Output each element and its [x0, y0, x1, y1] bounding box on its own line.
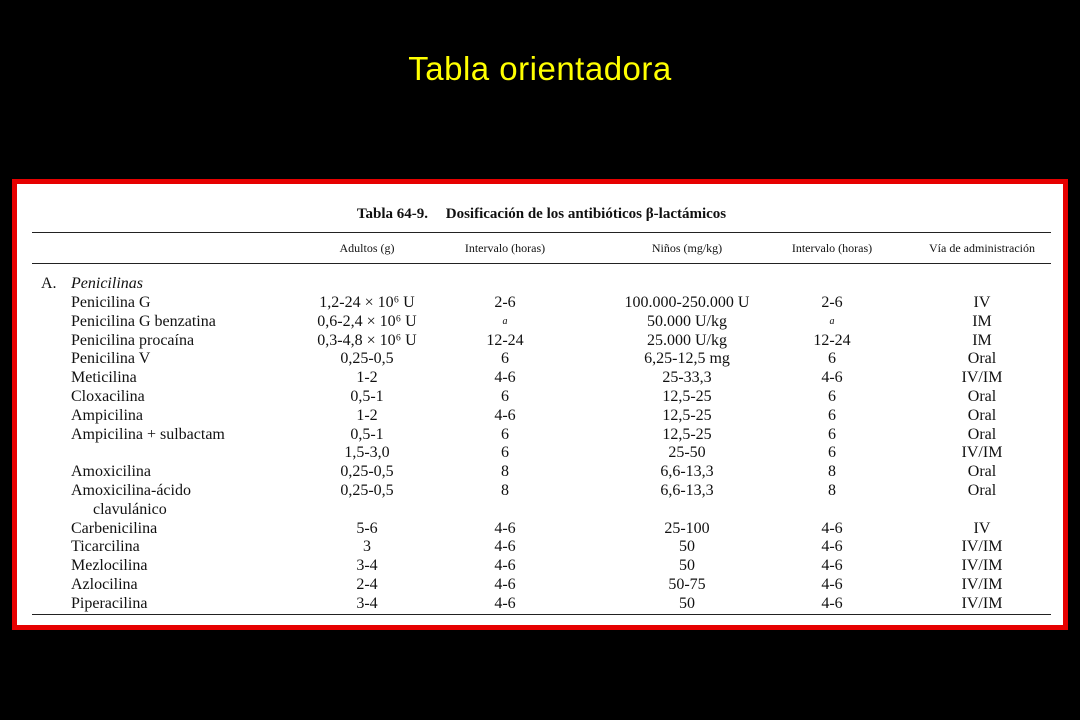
child-dose: 50 — [679, 538, 695, 556]
child-dose: 50.000 U/kg — [647, 312, 727, 330]
adult-interval: 12-24 — [486, 331, 524, 349]
child-interval: 8 — [828, 463, 836, 481]
route: IM — [972, 312, 992, 330]
route: IV — [973, 294, 991, 311]
route: IV/IM — [961, 538, 1003, 556]
adult-interval: 6 — [501, 350, 509, 368]
child-interval: 4-6 — [821, 519, 843, 537]
child-interval: 4-6 — [821, 594, 843, 612]
header-adult: Adultos (g) — [339, 241, 395, 255]
adult-interval: a — [502, 315, 508, 327]
route: Oral — [967, 425, 997, 443]
table-row — [32, 500, 1051, 519]
route: Oral — [967, 388, 997, 405]
route: IV/IM — [961, 594, 1003, 612]
drug-name: Penicilina G benzatina — [71, 312, 216, 330]
drug-name: Azlocilina — [71, 576, 138, 593]
adult-dose: 0,5-1 — [350, 425, 384, 443]
child-dose: 100.000-250.000 U — [624, 294, 750, 311]
drug-name: Ampicilina — [71, 406, 143, 424]
section-name: Penicilinas — [71, 275, 143, 292]
table-row — [32, 575, 1051, 594]
route: IV/IM — [961, 557, 1003, 575]
route: Oral — [967, 482, 997, 499]
child-dose: 25-50 — [668, 444, 706, 462]
table-row — [32, 462, 1051, 481]
table-row — [32, 368, 1051, 387]
adult-dose: 0,5-1 — [350, 388, 384, 405]
child-dose: 6,6-13,3 — [660, 482, 714, 499]
section-row — [32, 274, 1051, 293]
drug-name: Ampicilina + sulbactam — [71, 425, 225, 443]
route: IV/IM — [961, 444, 1003, 462]
table-row — [32, 556, 1051, 575]
header-interval-child: Intervalo (horas) — [791, 241, 873, 255]
header-child: Niños (mg/kg) — [651, 241, 723, 255]
section-letter: A. — [41, 275, 57, 292]
dosage-table-frame — [12, 179, 1068, 630]
child-dose: 50 — [679, 557, 695, 575]
table-row — [32, 443, 1051, 462]
child-interval: 4-6 — [821, 557, 843, 575]
drug-name: Amoxicilina-ácido — [71, 482, 191, 499]
drug-name: Piperacilina — [71, 594, 148, 612]
child-interval: 6 — [828, 350, 836, 368]
table-caption-text: Dosificación de los antibióticos β-lactámicos — [445, 206, 727, 222]
drug-name: Amoxicilina — [71, 463, 151, 481]
drug-name: Penicilina V — [71, 350, 151, 368]
drug-name: clavulánico — [93, 500, 167, 518]
table-row — [32, 537, 1051, 556]
route: Oral — [967, 463, 997, 481]
child-interval: 4-6 — [821, 576, 843, 593]
adult-dose: 5-6 — [356, 519, 378, 537]
adult-dose: 1-2 — [356, 369, 378, 387]
adult-interval: 4-6 — [494, 406, 516, 424]
drug-name: Ticarcilina — [71, 538, 140, 556]
adult-dose: 0,3-4,8 × 10⁶ U — [317, 331, 417, 349]
drug-name: Penicilina G — [71, 294, 151, 311]
drug-name: Carbenicilina — [71, 519, 158, 537]
adult-dose: 0,6-2,4 × 10⁶ U — [317, 312, 417, 330]
child-interval: 6 — [828, 406, 836, 424]
adult-interval: 4-6 — [494, 594, 516, 612]
adult-dose: 3-4 — [356, 594, 378, 612]
child-dose: 25-100 — [664, 519, 710, 537]
adult-dose: 1,5-3,0 — [344, 444, 390, 462]
child-dose: 50-75 — [668, 576, 706, 593]
table-caption-number: Tabla 64-9. — [356, 206, 428, 222]
child-dose: 50 — [679, 594, 695, 612]
child-dose: 25.000 U/kg — [647, 331, 727, 349]
adult-dose: 1-2 — [356, 406, 378, 424]
adult-dose: 0,25-0,5 — [340, 482, 394, 499]
route: IM — [972, 331, 992, 349]
adult-interval: 4-6 — [494, 369, 516, 387]
table-row — [32, 331, 1051, 350]
child-interval: 4-6 — [821, 538, 843, 556]
child-interval: 6 — [828, 425, 836, 443]
adult-interval: 2-6 — [494, 294, 516, 311]
header-route: Vía de administración — [929, 241, 1035, 255]
child-interval: a — [829, 315, 835, 327]
adult-interval: 6 — [501, 388, 509, 405]
adult-interval: 4-6 — [494, 538, 516, 556]
header-rule — [32, 263, 1051, 264]
table-row — [32, 406, 1051, 425]
adult-interval: 8 — [501, 482, 509, 499]
child-dose: 12,5-25 — [662, 425, 712, 443]
child-interval: 6 — [828, 444, 836, 462]
child-dose: 25-33,3 — [662, 369, 712, 387]
top-rule — [32, 232, 1051, 233]
route: IV — [973, 519, 991, 537]
adult-dose: 3 — [363, 538, 371, 556]
drug-name: Cloxacilina — [71, 388, 145, 405]
route: Oral — [967, 406, 997, 424]
adult-interval: 4-6 — [494, 519, 516, 537]
adult-dose: 1,2-24 × 10⁶ U — [319, 294, 415, 311]
table-row — [32, 594, 1051, 613]
table-row — [32, 349, 1051, 368]
child-dose: 6,6-13,3 — [660, 463, 714, 481]
table-caption — [32, 206, 1051, 223]
child-interval: 2-6 — [821, 294, 843, 311]
child-interval: 4-6 — [821, 369, 843, 387]
route: IV/IM — [961, 576, 1003, 593]
adult-interval: 6 — [501, 425, 509, 443]
child-interval: 8 — [828, 482, 836, 499]
adult-interval: 8 — [501, 463, 509, 481]
child-interval: 6 — [828, 388, 836, 405]
drug-name: Penicilina procaína — [71, 331, 195, 349]
drug-name: Meticilina — [71, 369, 137, 387]
table-row — [32, 387, 1051, 406]
drug-name: Mezlocilina — [71, 557, 148, 575]
child-dose: 12,5-25 — [662, 406, 712, 424]
route: IV/IM — [961, 369, 1003, 387]
adult-interval: 6 — [501, 444, 509, 462]
child-dose: 12,5-25 — [662, 388, 712, 405]
table-row — [32, 425, 1051, 444]
table-row — [32, 312, 1051, 331]
child-dose: 6,25-12,5 mg — [644, 350, 730, 368]
slide-title: Tabla orientadora — [408, 50, 672, 87]
adult-interval: 4-6 — [494, 576, 516, 593]
child-interval: 12-24 — [813, 331, 851, 349]
adult-dose: 0,25-0,5 — [340, 463, 394, 481]
table-row — [32, 519, 1051, 538]
table-row — [32, 293, 1051, 312]
adult-dose: 3-4 — [356, 557, 378, 575]
route: Oral — [967, 350, 997, 368]
header-interval-adult: Intervalo (horas) — [464, 241, 546, 255]
table-row — [32, 481, 1051, 500]
adult-interval: 4-6 — [494, 557, 516, 575]
bottom-rule — [32, 614, 1051, 615]
adult-dose: 0,25-0,5 — [340, 350, 394, 368]
adult-dose: 2-4 — [356, 576, 378, 593]
